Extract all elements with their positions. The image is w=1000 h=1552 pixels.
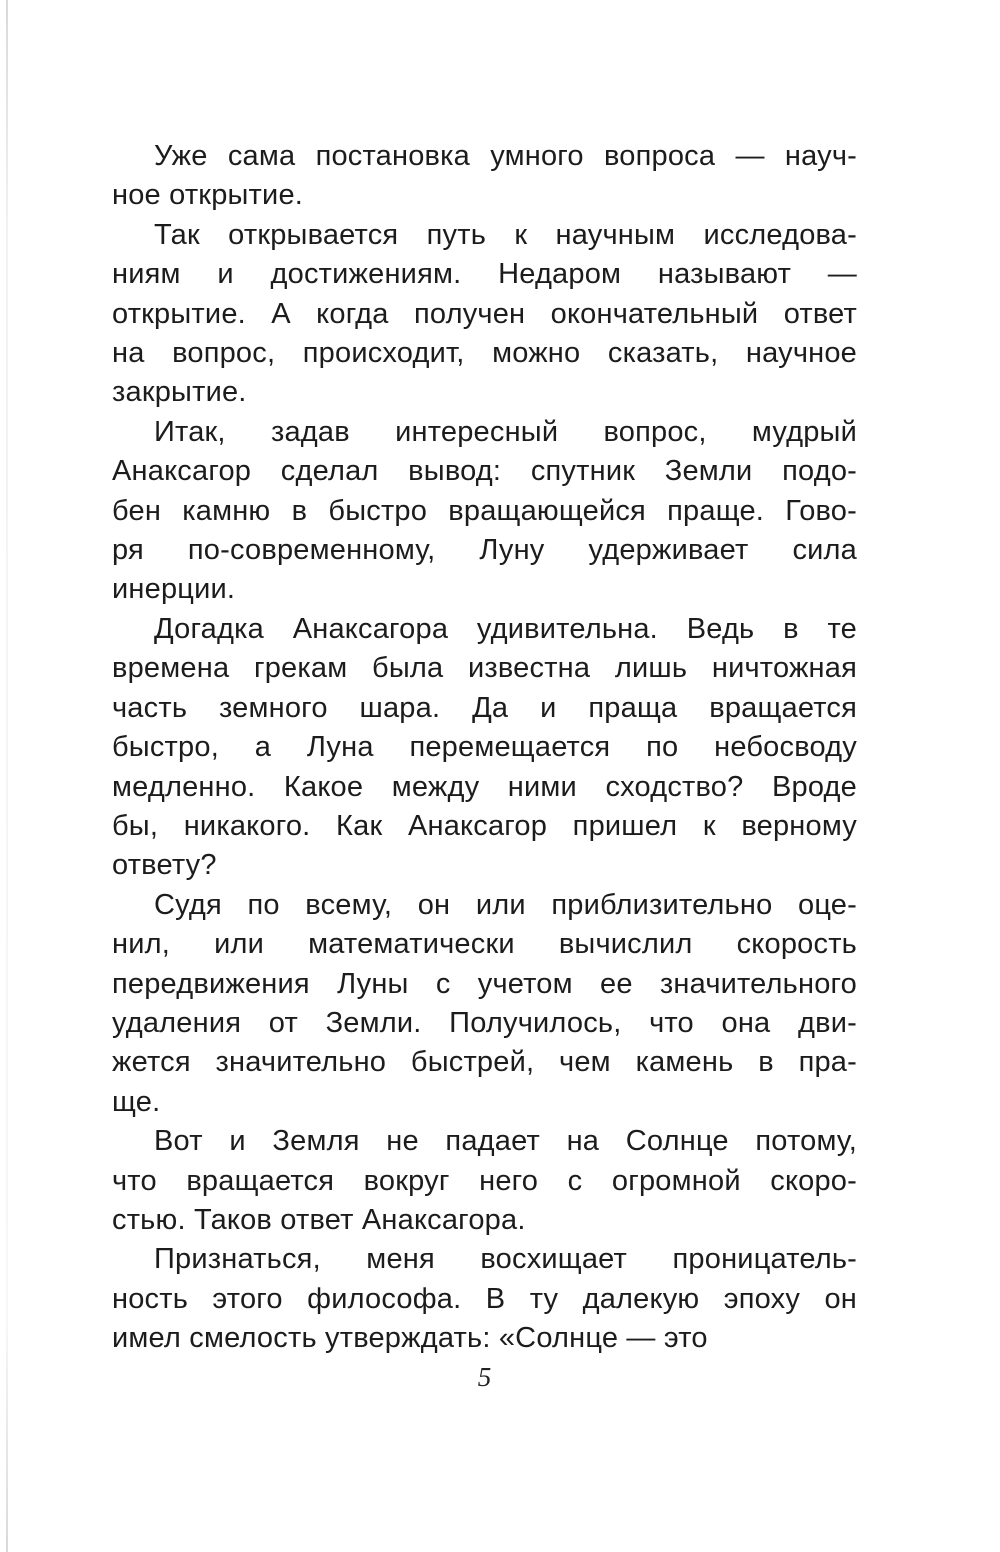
- text-line: ность этого философа. В ту далекую эпоху он: [112, 1282, 857, 1315]
- paragraph: [112, 137, 857, 216]
- text-line: часть земного шара. Да и праща вращается: [112, 691, 857, 724]
- text-line: Догадка Анаксагора удивительна. Ведь в те: [154, 612, 857, 645]
- text-line: открытие. А когда получен окончательный ответ: [112, 297, 857, 330]
- text-line: медленно. Какое между ними сходство? Вроде: [112, 770, 857, 803]
- text-line: бы, никакого. Как Анаксагор пришел к верному: [112, 809, 857, 842]
- text-line: быстро, а Луна перемещается по небосводу: [112, 731, 857, 764]
- text-line: на вопрос, происходит, можно сказать, научное: [112, 337, 857, 370]
- text-block: [112, 137, 857, 1359]
- text-line: Итак, задав интересный вопрос, мудрый: [154, 415, 857, 448]
- text-line: ря по-современному, Луну удерживает сила: [112, 534, 857, 567]
- text-line: Признаться, меня восхищает проницатель-: [154, 1243, 857, 1276]
- text-line: Судя по всему, он или приблизительно оце-: [154, 888, 857, 921]
- text-line: Так открывается путь к научным исследова-: [154, 218, 857, 251]
- page-number: 5: [477, 1362, 492, 1392]
- text-line: передвижения Луны с учетом ее значительного: [112, 967, 857, 1000]
- text-line: нил, или математически вычислил скорость: [112, 928, 857, 961]
- text-line: ное открытие.: [112, 179, 304, 212]
- text-line: Анаксагор сделал вывод: спутник Земли подо-: [112, 455, 857, 488]
- text-line: Вот и Земля не падает на Солнце потому,: [154, 1125, 857, 1158]
- text-line: имел смелость утверждать: «Солнце — это: [112, 1322, 708, 1355]
- text-line: времена грекам была известна лишь ничтожная: [112, 652, 857, 685]
- text-line: инерции.: [112, 573, 236, 606]
- paragraph: [112, 216, 857, 413]
- paragraph: [112, 886, 857, 1122]
- text-line: бен камню в быстро вращающейся праще. Гово-: [112, 494, 857, 527]
- text-line: ниям и достижениям. Недаром называют —: [112, 258, 857, 291]
- paragraph: [112, 610, 857, 886]
- page-left-scan-edge: [6, 0, 8, 1552]
- text-line: закрытие.: [112, 376, 247, 409]
- text-line: ще.: [112, 1085, 161, 1118]
- text-line: жется значительно быстрей, чем камень в пра-: [112, 1046, 857, 1079]
- text-line: что вращается вокруг него с огромной скоро-: [112, 1164, 857, 1197]
- paragraph: [112, 1240, 857, 1358]
- paragraph: [112, 413, 857, 610]
- text-line: стью. Таков ответ Анаксагора.: [112, 1203, 526, 1236]
- paragraph: [112, 1122, 857, 1240]
- text-line: Уже сама постановка умного вопроса — науч-: [154, 140, 857, 172]
- text-line: удаления от Земли. Получилось, что она дви-: [112, 1006, 857, 1039]
- text-line: ответу?: [112, 849, 217, 882]
